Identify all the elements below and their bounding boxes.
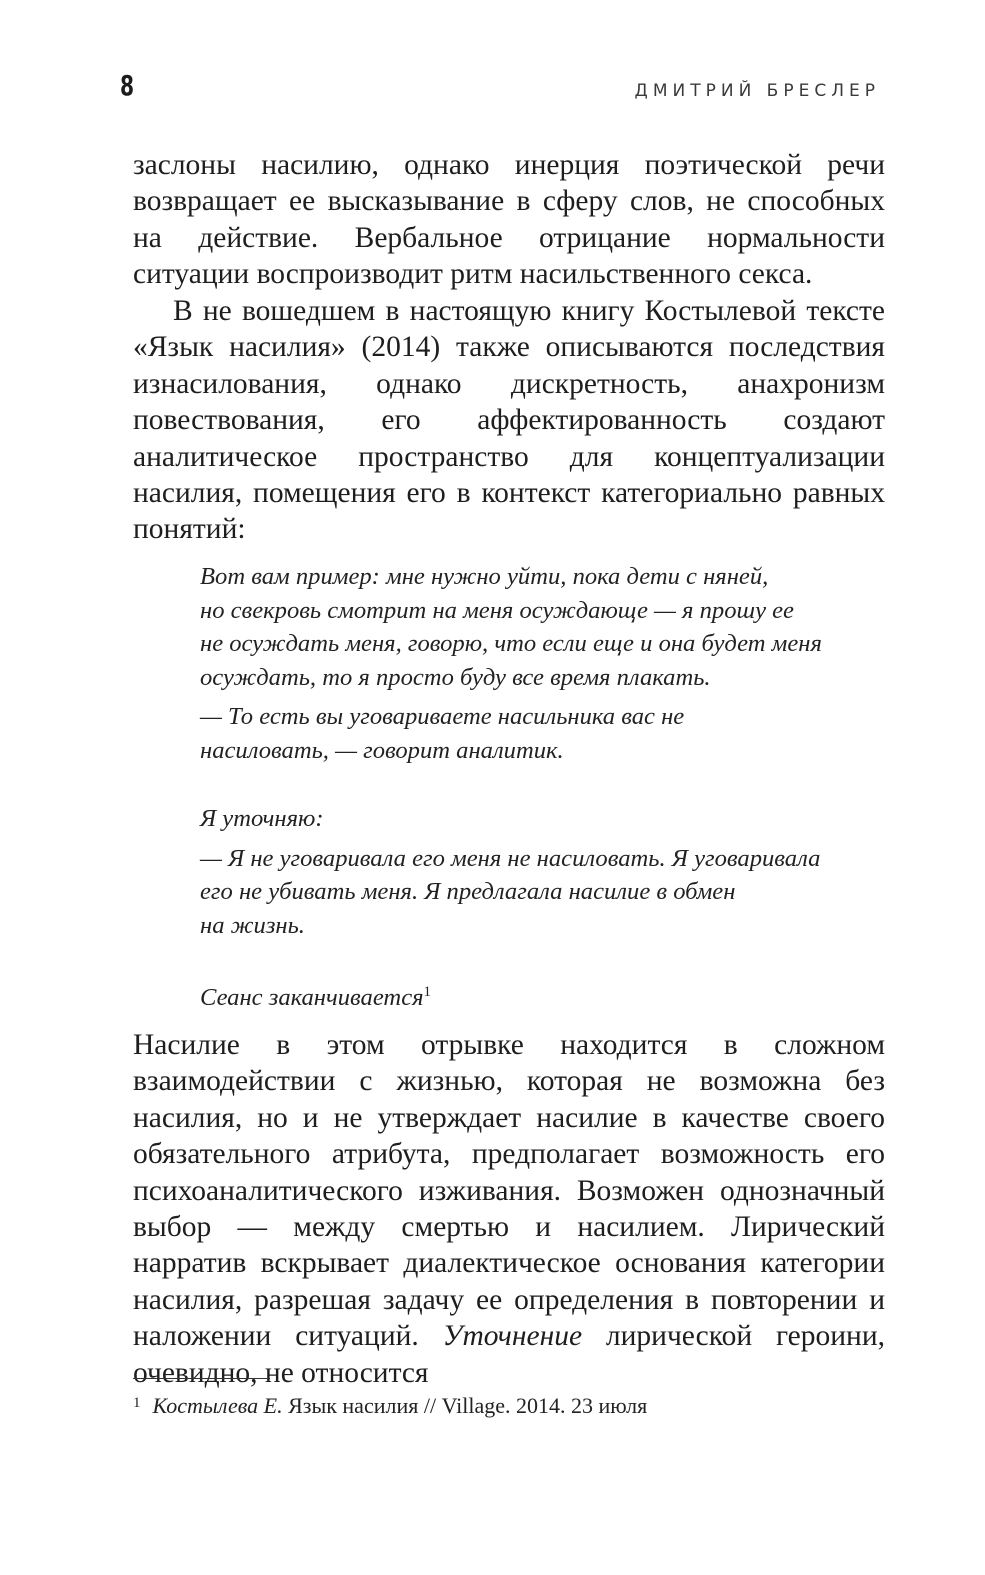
quote-line: — То есть вы уговариваете насильника вас не — [200, 703, 685, 730]
quote-line: на жизнь. — [200, 911, 305, 939]
paragraph-main: Насилие в этом отрывке находится в сложном взаимодействии с жизнью, которая не возможна без насилия, но и не утверждает насилие в качестве своего обязательного атрибута, предполагает возможность его психоаналитического изживания. Возможен однозначный выбор — между смертью и насилием. Лирический нарратив вскрывает диалектическое основания категории насилия, разрешая задачу ее определения в повторении и наложении ситуаций. — [133, 1029, 885, 1353]
footnote-divider — [133, 1378, 270, 1379]
footnote-reference[interactable]: 1 — [423, 984, 432, 1000]
block-quote-part-3 — [200, 976, 885, 1015]
paragraph-text: В не вошедшем в настоящую книгу Костылевой тексте «Язык насилия» (2014) также описываются последствия изнасилования, однако дискретность, анахронизм повествования, его аффектированность создают аналитическое пространство для концептуализации насилия, помещения его в контекст категориально равных понятий: — [133, 295, 885, 546]
quote-line: не осуждать меня, говорю, что если еще и она будет меня — [200, 630, 822, 657]
page-number: 8 — [120, 69, 135, 102]
footnote — [133, 1388, 885, 1421]
quote-line-final — [200, 976, 885, 1015]
block-quote-part-2 — [200, 802, 885, 942]
quote-line: его не убивать меня. Я предлагала насилие в обмен — [200, 878, 736, 905]
quote-line: насиловать, — говорит аналитик. — [200, 736, 564, 764]
block-quote-part-1 — [200, 560, 885, 767]
paragraph-text — [133, 1027, 885, 1391]
running-head-author: ДМИТРИЙ БРЕСЛЕР — [634, 81, 880, 101]
paragraph-tail: лирической героини, очевидно, не относится — [133, 1320, 886, 1389]
quote-line: Я уточняю: — [200, 805, 324, 832]
footnote-author: Костылева Е. — [152, 1393, 283, 1418]
quote-line: осуждать, то я просто буду все время плакать. — [200, 663, 711, 691]
footnote-mark: 1 — [133, 1395, 141, 1411]
quote-text: Сеанс заканчивается — [200, 984, 424, 1011]
paragraph-continuation — [133, 147, 885, 293]
quote-line: — Я не уговаривала его меня не насиловать. Я уговаривала — [200, 844, 821, 872]
quote-line: Вот вам пример: мне нужно уйти, пока дети с няней, — [200, 563, 769, 590]
paragraph-analysis — [133, 1027, 885, 1391]
paragraph-text: заслоны насилию, однако инерция поэтической речи возвращает ее высказывание в сферу слов, не способных на действие. Вербальное отрицание нормальности ситуации воспроизводит ритм насильственного секса. — [133, 149, 885, 291]
paragraph-intro-quote — [133, 293, 885, 548]
footnote-citation: Язык насилия // Village. 2014. 23 июля — [282, 1393, 648, 1418]
emphasis-word: Уточнение — [442, 1320, 583, 1353]
quote-line: но свекровь смотрит на меня осуждающе — я прошу ее — [200, 596, 794, 624]
